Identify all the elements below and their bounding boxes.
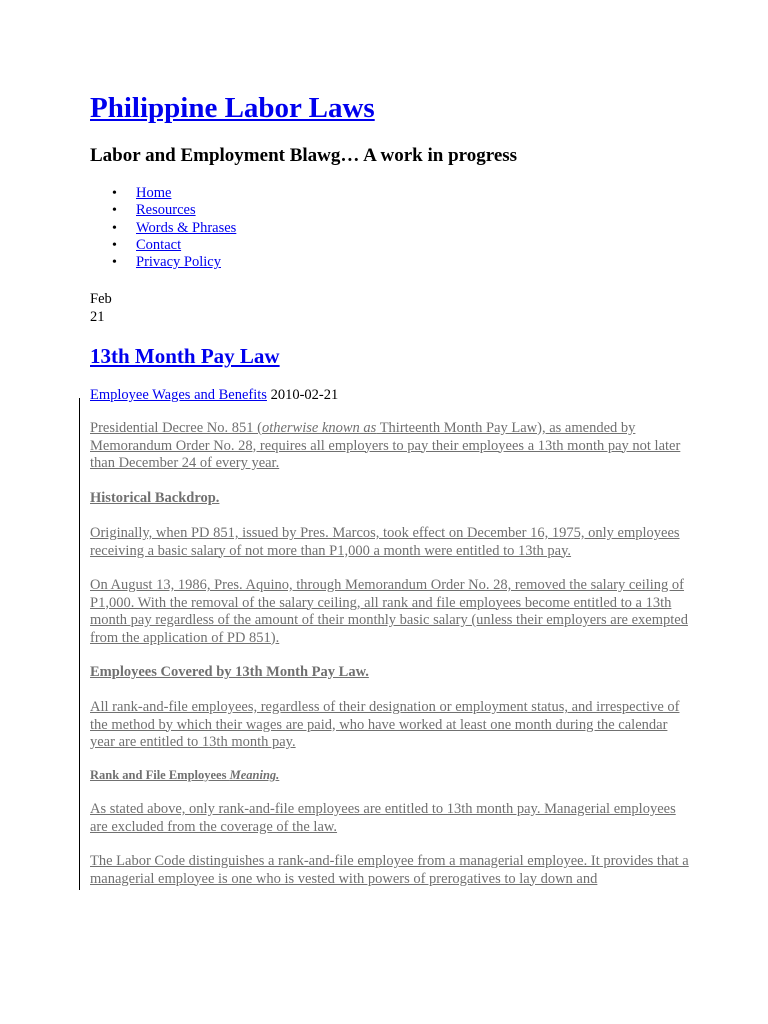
post-meta: [90, 386, 338, 404]
nav-link-privacy-policy[interactable]: Privacy Policy: [136, 254, 221, 271]
quote-bar: [79, 398, 80, 890]
main-nav: [110, 185, 236, 271]
paragraph-meaning-1: As stated above, only rank-and-file employees are entitled to 13th month pay. Managerial employees are excluded from the coverage of the law.: [90, 801, 676, 835]
category-link[interactable]: Employee Wages and Benefits: [90, 387, 267, 403]
paragraph-meaning-2: The Labor Code distinguishes a rank-and-file employee from a managerial employee. It provides that a managerial employee is one who is vested with powers of prerogatives to lay down and: [90, 853, 689, 887]
nav-item-home: [110, 185, 236, 202]
nav-link-home[interactable]: Home: [136, 185, 172, 201]
nav-item-contact: [110, 237, 236, 254]
subheading-meaning-italic: Meaning.: [229, 768, 280, 782]
nav-link-words-phrases[interactable]: Words & Phrases: [136, 219, 237, 236]
intro-text-end: Thirteenth Month Pay Law), as amended by Memorandum Order No. 28, requires all employers to pay their employees a 13th month pay not later than December 24 of every year.: [90, 420, 681, 471]
bullet-icon: •: [112, 186, 117, 201]
nav-item-resources: [110, 202, 236, 219]
bullet-icon: •: [112, 255, 117, 271]
paragraph-covered: All rank-and-file employees, regardless of their designation or employment status, and irrespective of the method by which their wages are paid, who have worked at least one month during the calendar year are entitled to 13th month pay.: [90, 699, 680, 750]
nav-item-privacy-policy: [110, 254, 236, 271]
bullet-icon: •: [112, 220, 117, 236]
paragraph-history-1: Originally, when PD 851, issued by Pres. Marcos, took effect on December 16, 1975, only employees receiving a basic salary of not more than P1,000 a month were entitled to 13th pay.: [90, 525, 680, 559]
post-title-link[interactable]: 13th Month Pay Law: [90, 344, 280, 368]
paragraph-history-2: On August 13, 1986, Pres. Aquino, through Memorandum Order No. 28, removed the salary ceiling of P1,000. With the removal of the salary ceiling, all rank and file employees become entitled to a 13th month pay regardless of the amount of their monthly basic salary (unless their employers are exempted from the application of PD 851).: [90, 577, 688, 646]
nav-item-words-phrases: [110, 220, 236, 237]
subheading-meaning: [90, 767, 690, 785]
date-day: 21: [90, 309, 105, 325]
site-title-link[interactable]: Philippine Labor Laws: [90, 92, 375, 124]
post-date-badge: [90, 290, 112, 326]
bullet-icon: •: [112, 237, 117, 253]
site-tagline: Labor and Employment Blawg… A work in progress: [90, 145, 518, 166]
intro-text-start: Presidential Decree No. 851 (: [90, 420, 262, 436]
post-date: 2010-02-21: [270, 387, 339, 403]
intro-text-italic: otherwise known as: [261, 420, 377, 436]
bullet-icon: •: [112, 203, 117, 219]
date-month: Feb: [90, 291, 112, 307]
nav-link-resources[interactable]: Resources: [136, 202, 196, 219]
nav-link-contact[interactable]: Contact: [136, 236, 182, 253]
heading-history: Historical Backdrop.: [90, 490, 220, 506]
subheading-meaning-text: Rank and File Employees: [90, 768, 230, 782]
intro-paragraph: [90, 420, 690, 473]
heading-covered: Employees Covered by 13th Month Pay Law.: [90, 664, 369, 680]
